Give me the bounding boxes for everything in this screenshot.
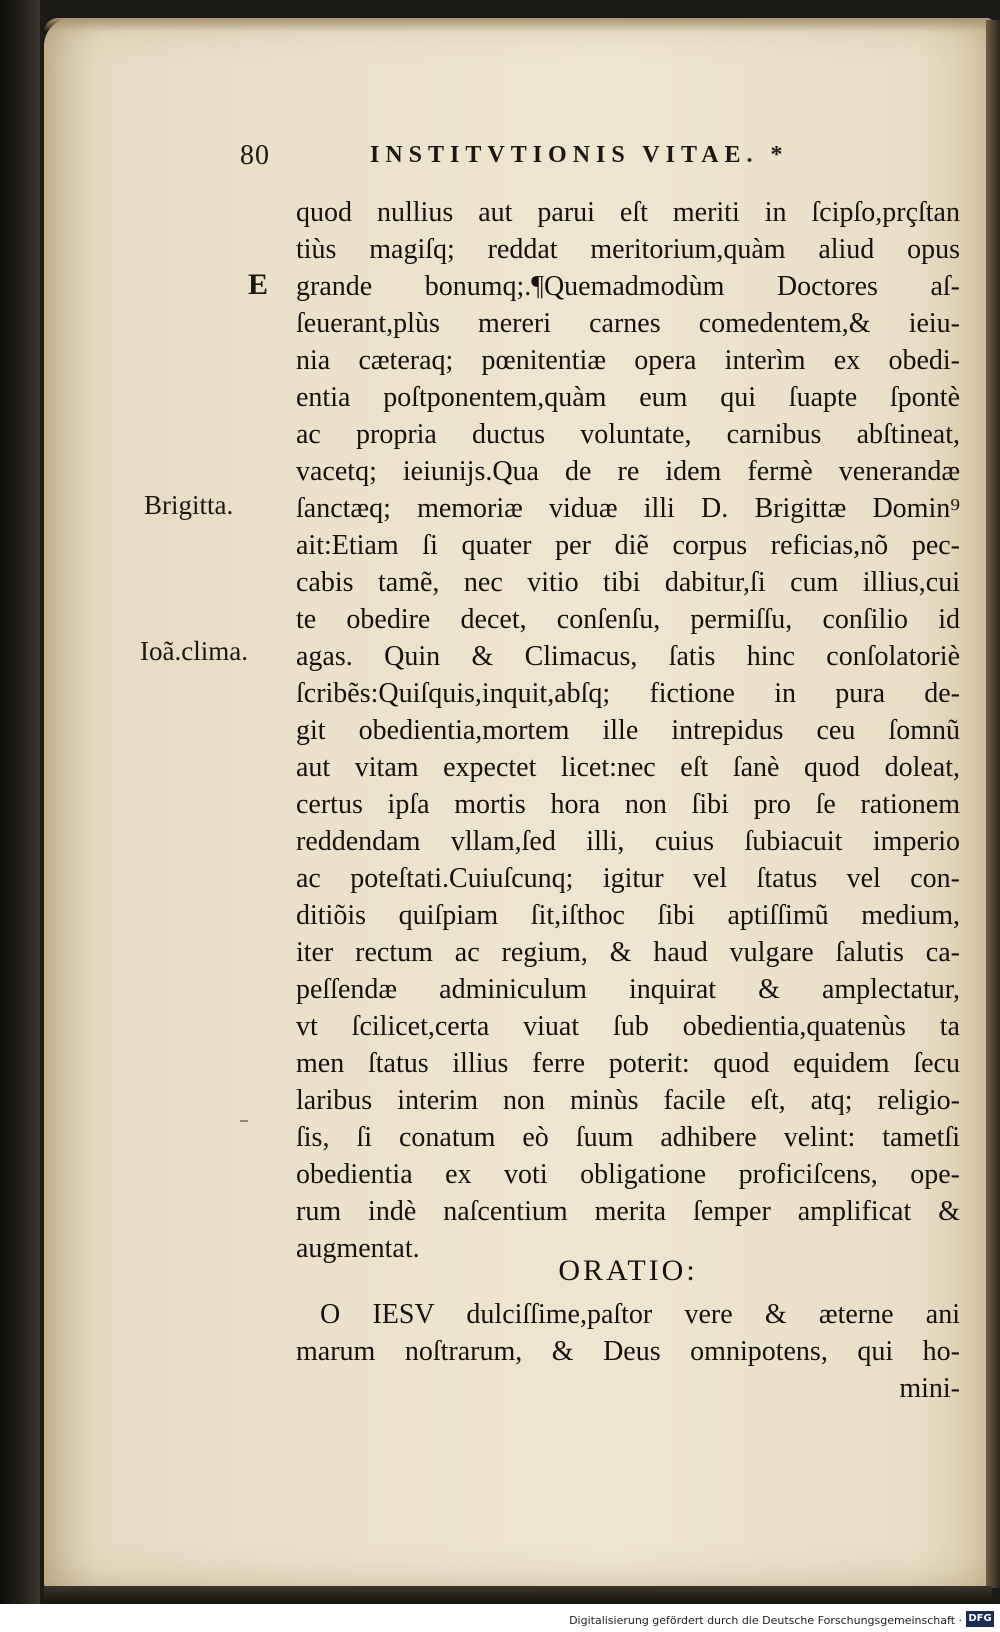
text-line: iter rectum ac regium, & haud vulgare ſalutis ca- (296, 937, 960, 968)
text-line: ſcribẽs:Quiſquis,inquit,abſq; fictione in pura de- (296, 678, 960, 709)
margin-letter-e: E (248, 268, 269, 301)
dfg-logo-icon: DFG (966, 1611, 994, 1627)
text-line: ditiõis quiſpiam ſit,iſthoc ſibi aptiſſimũ medium, (296, 900, 960, 931)
text-line: aut vitam expectet licet:nec eſt ſanè quod doleat, (296, 752, 960, 783)
text-line: tiùs magiſq; reddat meritorium,quàm aliud opus (296, 234, 960, 265)
text-line: ac poteſtati.Cuiuſcunq; igitur vel ſtatus vel con- (296, 863, 960, 894)
text-line: certus ipſa mortis hora non ſibi pro ſe rationem (296, 789, 960, 820)
page-number: 80 (240, 140, 270, 171)
text-line: rum indè naſcentium merita ſemper amplificat & (296, 1196, 960, 1227)
text-line: reddendam vllam,ſed illi, cuius ſubiacuit imperio (296, 826, 960, 857)
text-line: ſanctæq; memoriæ viduæ illi D. Brigittæ Domin⁹ (296, 493, 960, 524)
text-line: entia poſtponentem,quàm eum qui ſuapte ſpontè (296, 382, 960, 413)
prayer-line: marum noſtrarum, & Deus omnipotens, qui ho- (296, 1336, 960, 1367)
prayer-text (296, 1296, 960, 1407)
text-line: ac propria ductus voluntate, carnibus abſtineat, (296, 419, 960, 450)
text-line: obedientia ex voti obligatione proficiſcens, ope- (296, 1159, 960, 1190)
text-line: grande bonumq;.¶Quemadmodùm Doctores aſ- (296, 271, 960, 302)
page-top-edge (44, 18, 992, 32)
text-line: peſſendæ adminiculum inquirat & amplectatur, (296, 974, 960, 1005)
text-line: ſeuerant,plùs mereri carnes comedentem,& ieiu- (296, 308, 960, 339)
text-line: nia cæteraq; pœnitentiæ opera interìm ex obedi- (296, 345, 960, 376)
page-header (240, 140, 920, 180)
text-line: ait:Etiam ſi quater per diẽ corpus reficias,nõ pec- (296, 530, 960, 561)
text-line: cabis tamẽ, nec vitio tibi dabitur,ſi cum illius,cui (296, 567, 960, 598)
digitization-credit: Digitalisierung gefördert durch die Deutsche Forschungsgemeinschaft · (569, 1614, 962, 1627)
text-line: vacetq; ieiunijs.Qua de re idem fermè venerandæ (296, 456, 960, 487)
page-bottom-shadow (44, 1586, 992, 1604)
body-text (296, 194, 960, 1267)
text-line: augmentat. (296, 1233, 420, 1264)
margin-note-climacus: Ioã.clima. (140, 636, 248, 666)
prayer-line: O IESV dulciſſime,paſtor vere & æterne ani (320, 1299, 960, 1330)
text-line: quod nullius aut parui eſt meriti in ſcipſo,prçſtan (296, 197, 960, 228)
text-line: ſis, ſi conatum eò ſuum adhibere velint: tametſi (296, 1122, 960, 1153)
text-line: vt ſcilicet,certa viuat ſub obedientia,quatenùs ta (296, 1011, 960, 1042)
text-line: men ſtatus illius ferre poterit: quod equidem ſecu (296, 1048, 960, 1079)
book-spine-shadow (0, 0, 40, 1632)
page-right-shadow (986, 20, 1000, 1588)
oratio-heading: ORATIO: (558, 1254, 698, 1287)
text-line: te obedire decet, conſenſu, permiſſu, conſilio id (296, 604, 960, 635)
text-line: laribus interim non minùs facile eſt, atq; religio- (296, 1085, 960, 1116)
catchword: mini- (899, 1373, 960, 1404)
margin-note-brigitta: Brigitta. (144, 490, 234, 520)
text-line: git obedientia,mortem ille intrepidus ceu ſomnũ (296, 715, 960, 746)
text-line: agas. Quin & Climacus, ſatis hinc conſolatoriè (296, 641, 960, 672)
ink-mark (240, 1120, 248, 1122)
running-title: INSTITVTIONIS VITAE. * (370, 142, 789, 168)
